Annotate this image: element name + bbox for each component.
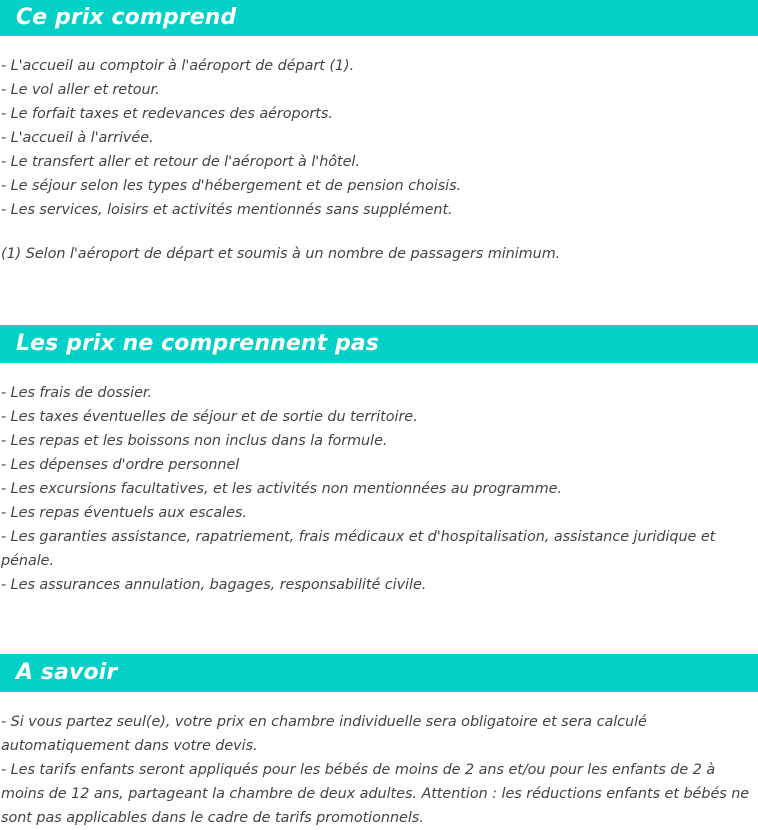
section-not-included	[0, 325, 758, 597]
list-item: - Les services, loisirs et activités mentionnés sans supplément.	[1, 202, 453, 218]
footnote: (1) Selon l'aéroport de départ et soumis à un nombre de passagers minimum.	[1, 246, 561, 262]
section-to-know	[0, 654, 758, 830]
paragraph: - Si vous partez seul(e), votre prix en chambre individuelle sera obligatoire et sera calculé automatiquement dans votre devis.	[1, 714, 647, 754]
list-item: - L'accueil à l'arrivée.	[1, 130, 154, 146]
section-not-included-title: Les prix ne comprennent pas	[0, 325, 758, 363]
spacer	[0, 36, 758, 54]
list-item: - Les dépenses d'ordre personnel	[1, 457, 240, 473]
list-item: - Le vol aller et retour.	[1, 82, 160, 98]
list-item: - Le transfert aller et retour de l'aéroport à l'hôtel.	[1, 154, 360, 170]
list-item: - Le séjour selon les types d'hébergement et de pension choisis.	[1, 178, 462, 194]
section-included	[0, 0, 758, 266]
list-item: - Les excursions facultatives, et les activités non mentionnées au programme.	[1, 481, 562, 497]
list-item: - Les frais de dossier.	[1, 385, 152, 401]
section-gap	[0, 266, 758, 325]
section-included-title: Ce prix comprend	[0, 0, 758, 36]
spacer	[0, 363, 758, 381]
section-to-know-title: A savoir	[0, 654, 758, 692]
section-included-body	[0, 54, 758, 266]
section-gap	[0, 597, 758, 654]
list-item: - L'accueil au comptoir à l'aéroport de départ (1).	[1, 58, 355, 74]
list-item: - Les repas éventuels aux escales.	[1, 505, 247, 521]
list-item: - Les taxes éventuelles de séjour et de sortie du territoire.	[1, 409, 418, 425]
list-item: - Les assurances annulation, bagages, responsabilité civile.	[1, 577, 427, 593]
list-item: - Les repas et les boissons non inclus dans la formule.	[1, 433, 388, 449]
paragraph: - Les tarifs enfants seront appliqués pour les bébés de moins de 2 ans et/ou pour les enfants de 2 à moins de 12 ans, partageant la chambre de deux adultes. Attention : les réductions enfants et bébés ne sont pas applicables dans le cadre de tarifs promotionnels.	[1, 762, 750, 826]
spacer	[1, 222, 756, 242]
section-to-know-body	[0, 710, 758, 830]
section-not-included-body	[0, 381, 758, 597]
spacer	[0, 692, 758, 710]
list-item: - Les garanties assistance, rapatriement, frais médicaux et d'hospitalisation, assistance juridique et pénale.	[1, 529, 720, 569]
list-item: - Le forfait taxes et redevances des aéroports.	[1, 106, 333, 122]
